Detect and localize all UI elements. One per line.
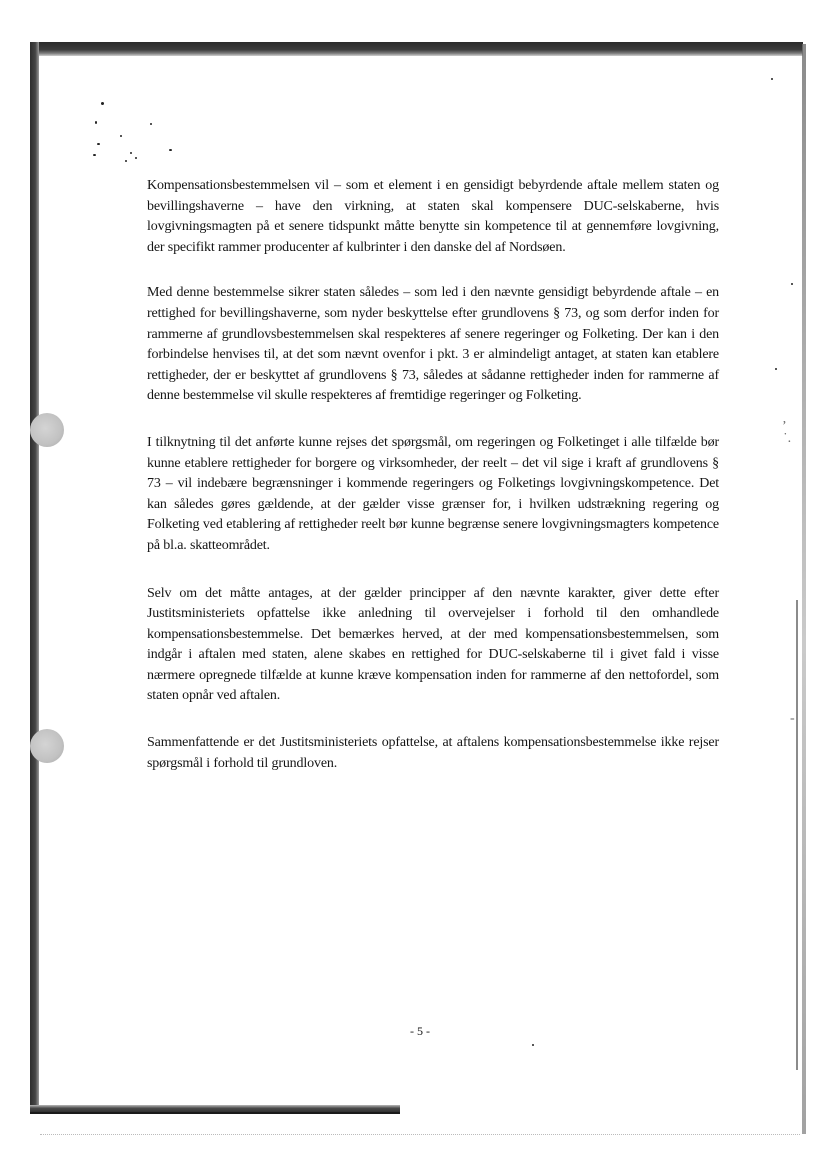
scan-mark: ʼ	[782, 419, 787, 434]
scan-speck	[93, 154, 96, 156]
scan-mark: -	[790, 711, 795, 726]
scan-speck	[101, 102, 104, 105]
scan-edge-left	[30, 42, 39, 1114]
paragraph-conclusion: Sammenfattende er det Justitsministeriets opfattelse, at aftalens kompensationsbestemmelse ikke rejser spørgsmål i forhold til grundloven.	[147, 735, 719, 771]
paragraph-legislative-limits: I tilknytning til det anførte kunne rejses det spørgsmål, om regeringen og Folketinget i alle tilfælde bør kunne etablere rettigheder for borgere og virksomheder, der reelt – det vil sige i kraft af grundlovens § 73 – vil indebære begrænsninger i kommende regeringers og Folketings lovgivningskompetence. Det kan således gøres gældende, at der gælder visse grænser for, i hvilken udstrækning regering og Folketing ved etablering af rettigheder reelt bør kunne begrænse senere lovgivningsmagters kompetence på bl.a. skatteområdet.	[147, 434, 719, 553]
scan-speck	[169, 149, 172, 151]
scan-speck	[791, 283, 793, 285]
scan-speck	[97, 143, 100, 145]
scan-speck	[771, 78, 773, 80]
scan-edge-top	[30, 42, 803, 56]
document-body	[147, 176, 719, 801]
paragraph-rights-protection: Med denne bestemmelse sikrer staten således – som led i den nævnte gensidigt bebyrdende aftale – en rettighed for bevillingshaverne, som nyder beskyttelse efter grundlovens § 73, og som derfor inden for rammerne af grundlovsbestemmelsen skal respekteres af senere regeringer og Folketing. Der kan i den forbindelse henvises til, at det som nævnt ovenfor i pkt. 3 er almindeligt antaget, at staten kan etablere rettigheder, der er beskyttet af grundlovens § 73, således at sådanne rettigheder inden for rammerne af denne bestemmelse vil skulle respekteres af fremtidige regeringer og Folketing.	[147, 285, 719, 404]
paragraph-ministry-assessment: Selv om det måtte antages, at der gælder principper af den nævnte karakter, giver dette efter Justitsministeriets opfattelse ikke anledning til overvejelser i forhold til den omhandlede kompensationsbestemmelse. Det bemærkes herved, at der med kompensationsbestemmelsen, som indgår i aftalen med staten, alene skabes en rettighed for DUC-selskaberne til i givet fald i visse nærmere opregnede tilfælde at kunne kræve kompensation inden for rammerne af den nettofordel, som staten opnår ved aftalen.	[147, 585, 719, 704]
scan-edge-right-inner	[796, 600, 798, 1070]
scan-speck	[95, 121, 97, 124]
scan-speck	[775, 368, 777, 370]
scan-speck	[120, 135, 122, 137]
scan-speck	[150, 123, 152, 125]
scan-speck	[130, 152, 132, 154]
punch-hole-bottom	[30, 729, 64, 763]
scan-speck	[125, 160, 127, 162]
scan-edge-bottom-line	[30, 1112, 400, 1114]
page-number: - 5 -	[410, 1024, 430, 1038]
scan-speck	[532, 1044, 534, 1046]
scan-edge-right	[802, 44, 806, 1134]
scan-footer-dots	[40, 1134, 800, 1136]
paragraph-compensation-effect: Kompensationsbestemmelsen vil – som et element i en gensidigt bebyrdende aftale mellem staten og bevillingshaverne – have den virkning, at staten skal kompensere DUC-selskaberne, hvis lovgivningsmagten på et senere tidspunkt måtte benytte sin kompetence til at gennemføre lovgivning, der specifikt rammer producenter af kulbrinter i den danske del af Nordsøen.	[147, 178, 719, 255]
scan-speck	[135, 157, 137, 159]
punch-hole-top	[30, 413, 64, 447]
scan-mark: ˙.	[783, 431, 792, 446]
